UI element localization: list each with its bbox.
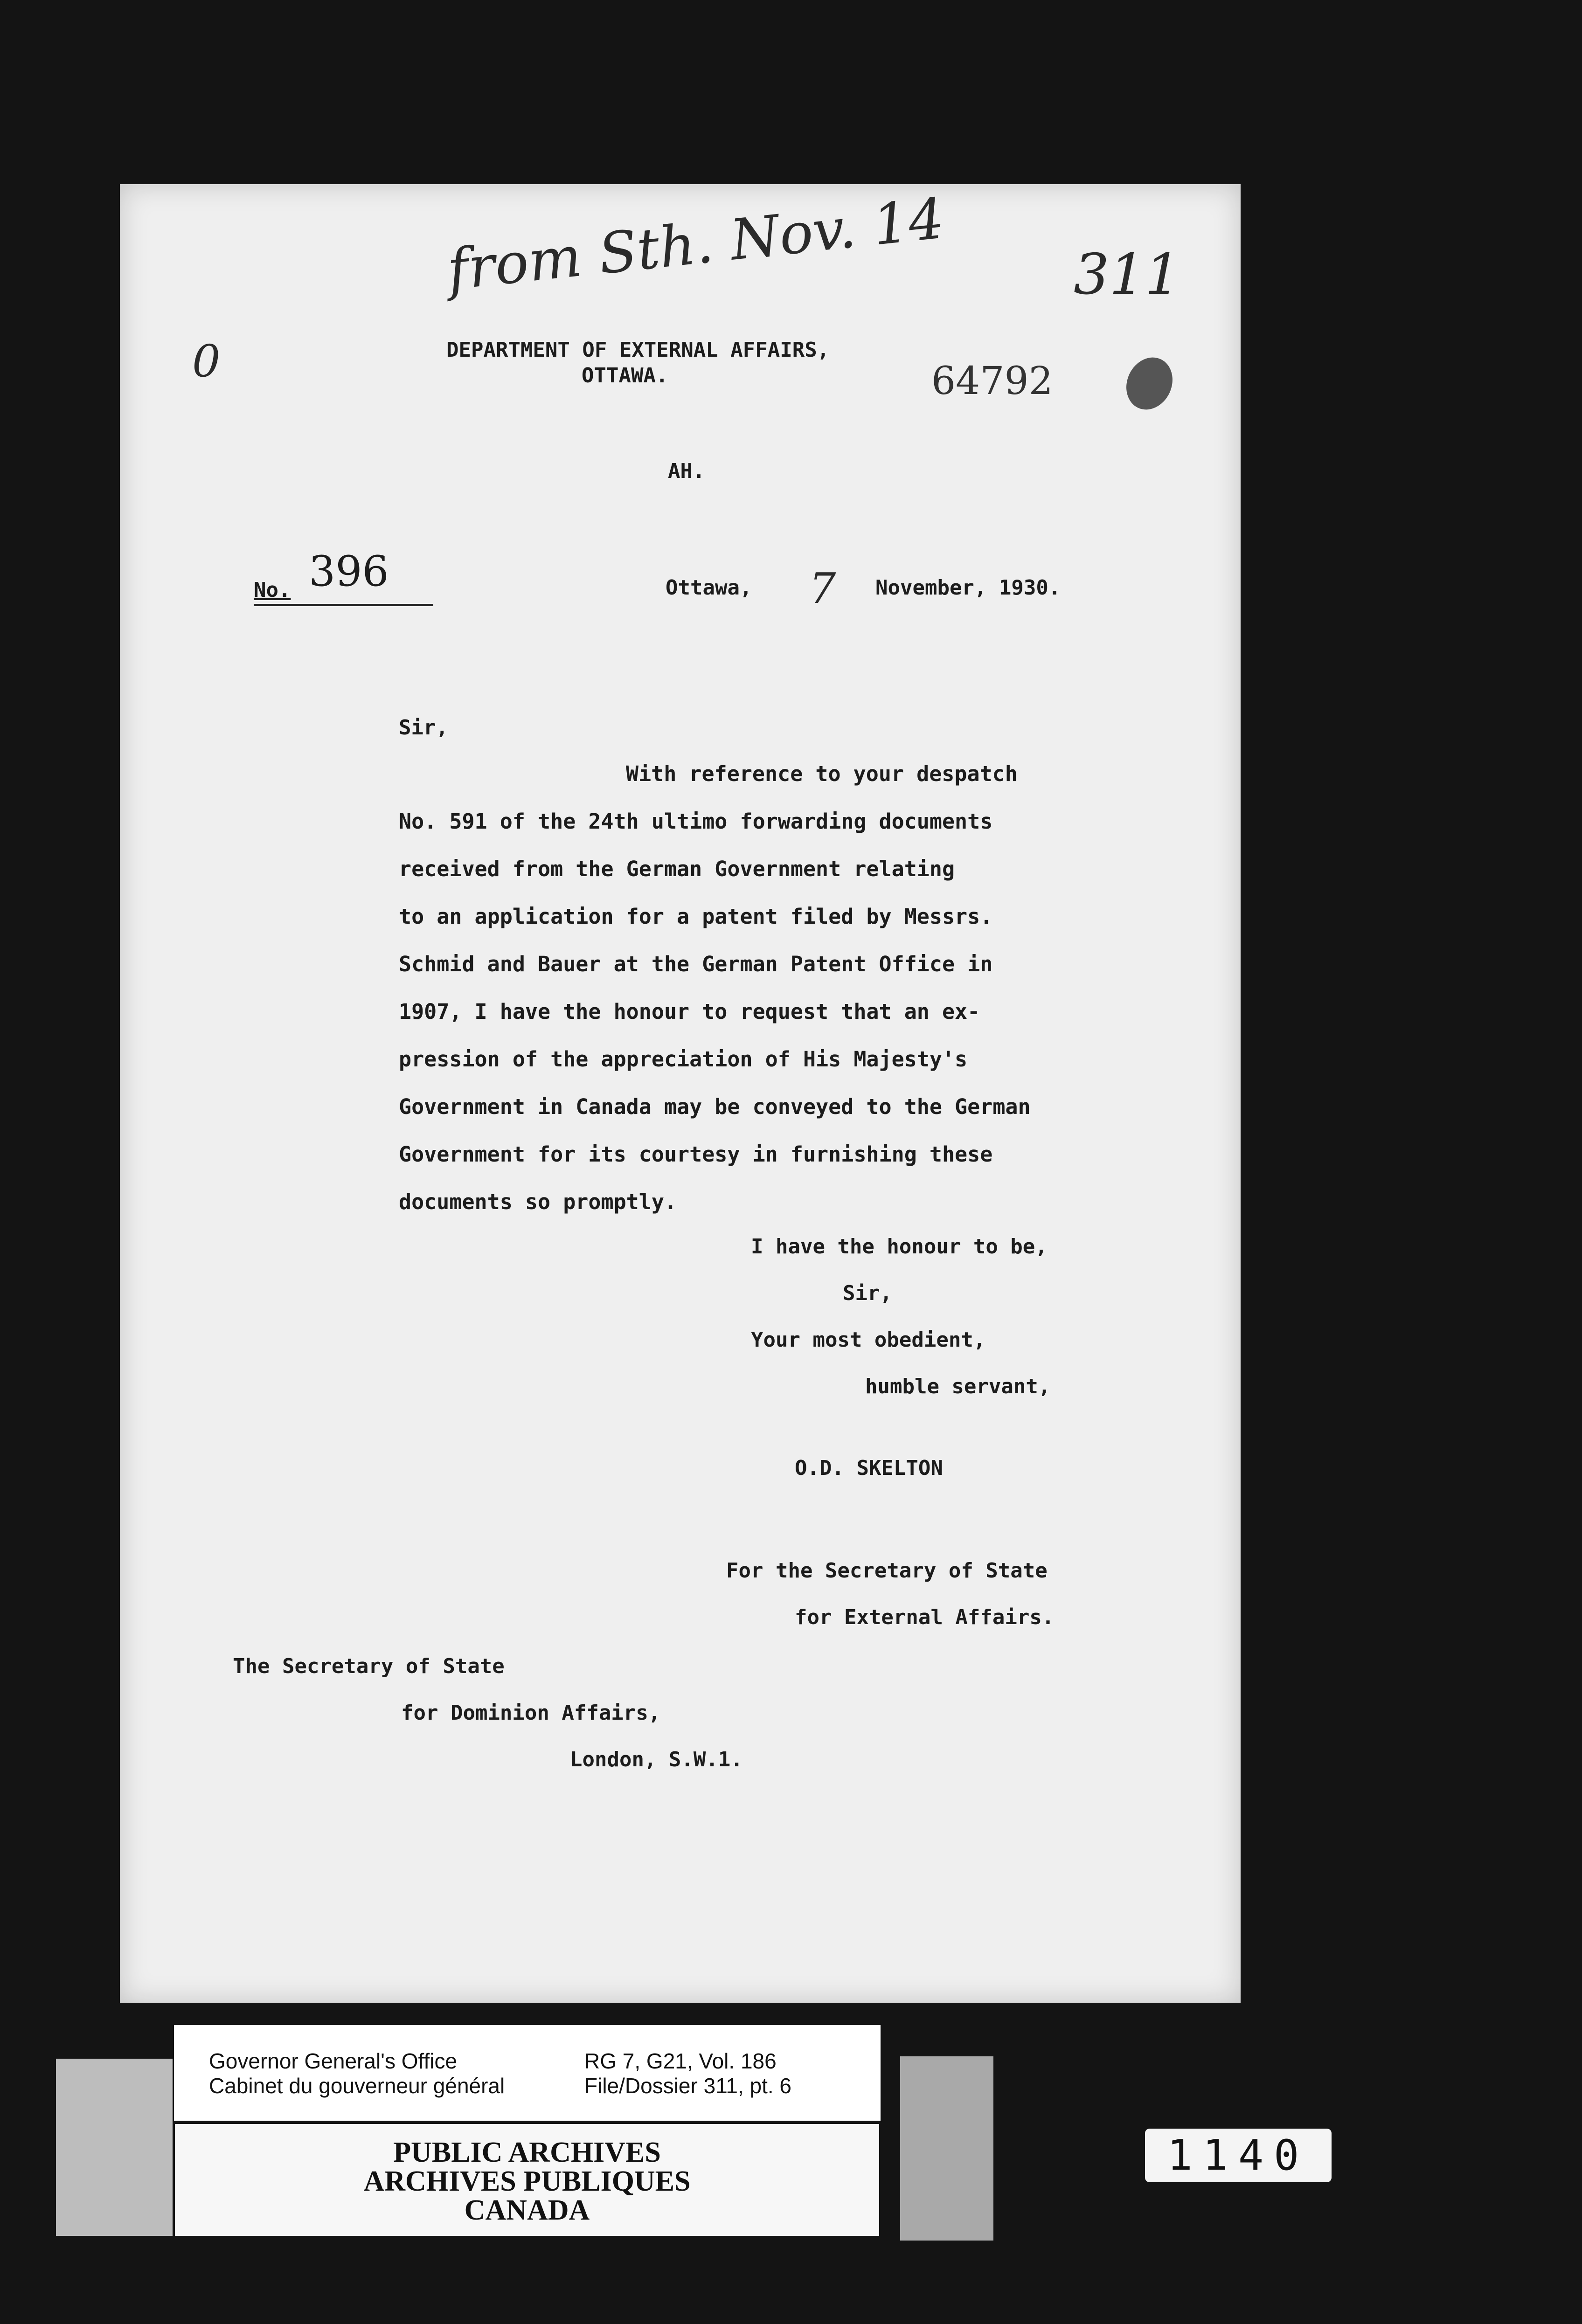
archive-reference-2: File/Dossier 311, pt. 6	[584, 2074, 792, 2098]
handwritten-top-note: from Sth. Nov. 14	[444, 186, 948, 303]
public-archives-stamp	[175, 2124, 879, 2236]
closing-line-4: humble servant,	[865, 1375, 1051, 1398]
no-label: No.	[254, 578, 291, 602]
closing-line-2: Sir,	[843, 1281, 892, 1305]
handwritten-file-number: 311	[1074, 242, 1181, 307]
body-line: pression of the appreciation of His Majesty's	[399, 1047, 968, 1072]
letterhead-department: DEPARTMENT OF EXTERNAL AFFAIRS,	[446, 338, 830, 362]
addressee-line-2: for Dominion Affairs,	[401, 1701, 661, 1725]
film-strip-left	[56, 2059, 173, 2236]
letterhead-city: OTTAWA.	[582, 364, 668, 387]
place: Ottawa,	[666, 576, 752, 600]
closing-line-1: I have the honour to be,	[751, 1235, 1048, 1259]
initials: AH.	[668, 459, 705, 483]
ink-smudge	[1118, 350, 1181, 417]
handwritten-left-mark: 0	[192, 336, 221, 387]
archives-line-3: CANADA	[464, 2194, 590, 2226]
salutation: Sir,	[399, 716, 448, 740]
body-line: 1907, I have the honour to request that an ex-	[399, 999, 980, 1024]
addressee-line-3: London, S.W.1.	[570, 1748, 743, 1771]
stamp-number: 64792	[931, 359, 1053, 403]
body-line: No. 591 of the 24th ultimo forwarding documents	[399, 809, 993, 834]
signature: O.D. SKELTON	[795, 1456, 943, 1480]
letter-page	[120, 184, 1241, 2003]
for-line-1: For the Secretary of State	[726, 1559, 1048, 1583]
number-underline	[254, 604, 433, 606]
archive-reference-1: RG 7, G21, Vol. 186	[584, 2049, 777, 2073]
archives-line-2: ARCHIVES PUBLIQUES	[363, 2165, 691, 2197]
body-line: documents so promptly.	[399, 1190, 677, 1214]
office-french: Cabinet du gouverneur général	[209, 2074, 505, 2098]
for-line-2: for External Affairs.	[795, 1605, 1055, 1629]
body-line: Government in Canada may be conveyed to the German	[399, 1094, 1031, 1119]
film-strip-right	[900, 2056, 993, 2241]
closing-line-3: Your most obedient,	[751, 1328, 986, 1352]
body-line: received from the German Government relating	[399, 857, 955, 881]
body-line: Government for its courtesy in furnishing these	[399, 1142, 993, 1167]
addressee-line-1: The Secretary of State	[233, 1654, 505, 1678]
body-line: Schmid and Bauer at the German Patent Office in	[399, 952, 993, 976]
archive-reference-label	[173, 2024, 882, 2122]
office-english: Governor General's Office	[209, 2049, 458, 2073]
body-line: With reference to your despatch	[626, 761, 1018, 786]
handwritten-day: 7	[809, 564, 836, 613]
date-rest: November, 1930.	[875, 576, 1061, 600]
body-line: to an application for a patent filed by Messrs.	[399, 904, 993, 929]
archives-line-1: PUBLIC ARCHIVES	[393, 2137, 661, 2168]
despatch-number: 396	[309, 547, 389, 596]
frame-number: 1140	[1145, 2129, 1332, 2182]
